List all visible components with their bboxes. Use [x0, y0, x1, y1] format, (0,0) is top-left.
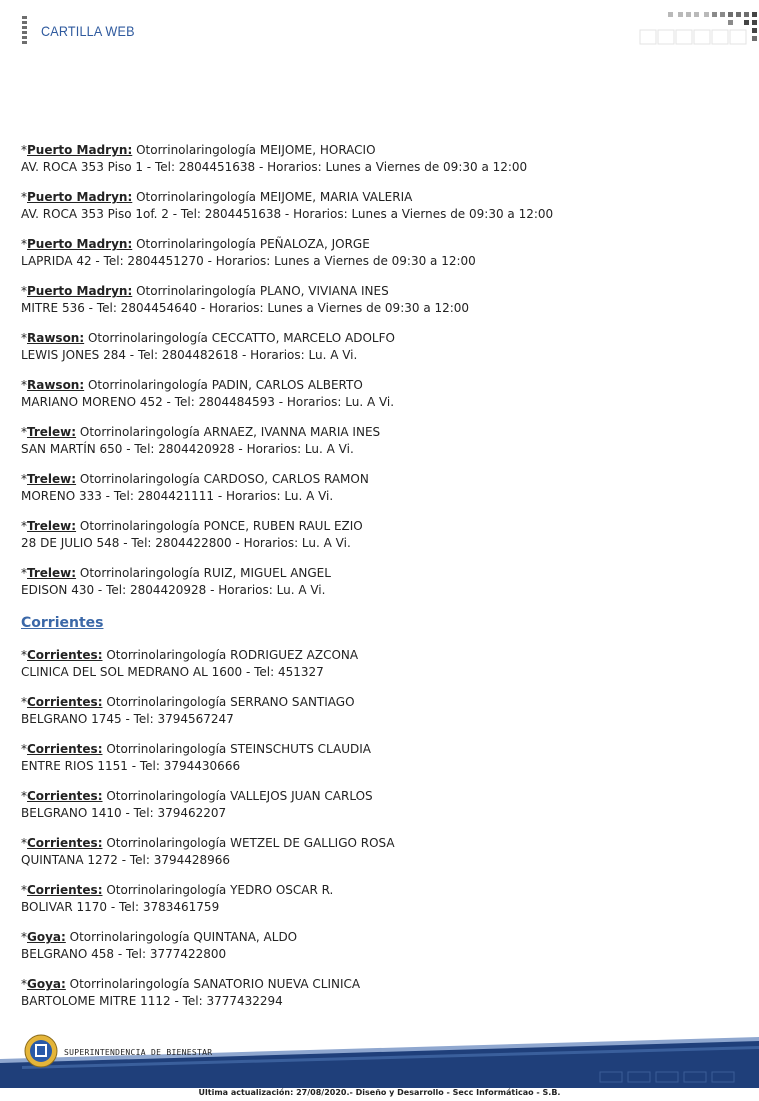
- provider-description: Otorrinolaringología MEIJOME, MARIA VALERIA: [136, 190, 413, 204]
- provider-city: Puerto Madryn:: [27, 190, 133, 204]
- bullet-asterisk: *: [21, 566, 27, 580]
- footer-update-note: Ultima actualización: 27/08/2020.- Diseño y Desarrollo - Secc Informáticao - S.B.: [198, 1088, 561, 1097]
- provider-description: Otorrinolaringología STEINSCHUTS CLAUDIA: [106, 742, 372, 756]
- provider-entry: [21, 283, 741, 317]
- provider-description: Otorrinolaringología ARNAEZ, IVANNA MARIA INES: [79, 425, 381, 439]
- provider-address: AV. ROCA 353 Piso 1of. 2 - Tel: 2804451638 - Horarios: Lunes a Viernes de 09:30 a 12:00: [21, 207, 554, 221]
- provider-entry: [21, 518, 741, 552]
- provider-list: [21, 142, 741, 1023]
- provider-city: Corrientes:: [27, 648, 103, 662]
- bullet-asterisk: *: [21, 331, 27, 345]
- provider-entry: [21, 236, 741, 270]
- provider-city: Corrientes:: [27, 742, 103, 756]
- provider-entry: [21, 788, 741, 822]
- provider-entry: [21, 929, 741, 963]
- provider-description: Otorrinolaringología PEÑALOZA, JORGE: [136, 237, 370, 251]
- provider-city: Puerto Madryn:: [27, 284, 133, 298]
- provider-city: Puerto Madryn:: [27, 237, 133, 251]
- provider-address: BELGRANO 1745 - Tel: 3794567247: [21, 712, 234, 726]
- bullet-asterisk: *: [21, 648, 27, 662]
- provider-city: Trelew:: [27, 472, 77, 486]
- bullet-asterisk: *: [21, 190, 27, 204]
- provider-entry: [21, 882, 741, 916]
- provider-entry: [21, 424, 741, 458]
- bullet-asterisk: *: [21, 883, 27, 897]
- provider-city: Goya:: [27, 977, 66, 991]
- footer-band: [0, 1032, 759, 1088]
- provider-description: Otorrinolaringología PADIN, CARLOS ALBERTO: [87, 378, 363, 392]
- provider-city: Corrientes:: [27, 695, 103, 709]
- bullet-asterisk: *: [21, 237, 27, 251]
- bullet-asterisk: *: [21, 519, 27, 533]
- provider-city: Trelew:: [27, 425, 77, 439]
- footer-org-name: SUPERINTENDENCIA DE BIENESTAR: [64, 1048, 213, 1057]
- provider-description: Otorrinolaringología CECCATTO, MARCELO ADOLFO: [87, 331, 395, 345]
- bullet-asterisk: *: [21, 284, 27, 298]
- provider-city: Goya:: [27, 930, 66, 944]
- provider-address: BOLIVAR 1170 - Tel: 3783461759: [21, 900, 220, 914]
- provider-entry: [21, 471, 741, 505]
- provider-description: Otorrinolaringología RUIZ, MIGUEL ANGEL: [79, 566, 331, 580]
- provider-entry: [21, 976, 741, 1010]
- provider-entry: [21, 835, 741, 869]
- bullet-asterisk: *: [21, 378, 27, 392]
- provider-description: Otorrinolaringología QUINTANA, ALDO: [69, 930, 298, 944]
- provider-city: Corrientes:: [27, 836, 103, 850]
- bullet-asterisk: *: [21, 143, 27, 157]
- provider-city: Trelew:: [27, 519, 77, 533]
- provider-address: MITRE 536 - Tel: 2804454640 - Horarios: Lunes a Viernes de 09:30 a 12:00: [21, 301, 470, 315]
- bullet-asterisk: *: [21, 472, 27, 486]
- bullet-asterisk: *: [21, 977, 27, 991]
- provider-entry: [21, 377, 741, 411]
- provider-address: MORENO 333 - Tel: 2804421111 - Horarios: Lu. A Vi.: [21, 489, 334, 503]
- provider-description: Otorrinolaringología SERRANO SANTIAGO: [106, 695, 355, 709]
- provider-description: Otorrinolaringología YEDRO OSCAR R.: [106, 883, 334, 897]
- provider-address: BELGRANO 458 - Tel: 3777422800: [21, 947, 227, 961]
- header-decoration-bar: [22, 16, 27, 46]
- bullet-asterisk: *: [21, 695, 27, 709]
- provider-address: SAN MARTÍN 650 - Tel: 2804420928 - Horarios: Lu. A Vi.: [21, 442, 354, 456]
- provider-address: CLINICA DEL SOL MEDRANO AL 1600 - Tel: 451327: [21, 665, 324, 679]
- provider-description: Otorrinolaringología CARDOSO, CARLOS RAMON: [79, 472, 369, 486]
- bullet-asterisk: *: [21, 930, 27, 944]
- provider-city: Corrientes:: [27, 789, 103, 803]
- bullet-asterisk: *: [21, 789, 27, 803]
- provider-description: Otorrinolaringología RODRIGUEZ AZCONA: [106, 648, 359, 662]
- provider-description: Otorrinolaringología MEIJOME, HORACIO: [136, 143, 376, 157]
- org-seal-icon: [24, 1034, 58, 1068]
- provider-address: 28 DE JULIO 548 - Tel: 2804422800 - Horarios: Lu. A Vi.: [21, 536, 351, 550]
- provider-address: BARTOLOME MITRE 1112 - Tel: 3777432294: [21, 994, 283, 1008]
- provider-description: Otorrinolaringología WETZEL DE GALLIGO ROSA: [106, 836, 395, 850]
- header-grid-decoration: [638, 10, 759, 46]
- provider-city: Rawson:: [27, 378, 85, 392]
- section-title-corrientes: Corrientes: [21, 615, 104, 631]
- provider-entry: [21, 694, 741, 728]
- provider-address: BELGRANO 1410 - Tel: 379462207: [21, 806, 227, 820]
- provider-address: EDISON 430 - Tel: 2804420928 - Horarios: Lu. A Vi.: [21, 583, 326, 597]
- provider-address: AV. ROCA 353 Piso 1 - Tel: 2804451638 - Horarios: Lunes a Viernes de 09:30 a 12:00: [21, 160, 528, 174]
- provider-address: LEWIS JONES 284 - Tel: 2804482618 - Horarios: Lu. A Vi.: [21, 348, 358, 362]
- provider-address: QUINTANA 1272 - Tel: 3794428966: [21, 853, 231, 867]
- provider-entry: [21, 330, 741, 364]
- provider-address: ENTRE RIOS 1151 - Tel: 3794430666: [21, 759, 241, 773]
- bullet-asterisk: *: [21, 836, 27, 850]
- provider-address: MARIANO MORENO 452 - Tel: 2804484593 - Horarios: Lu. A Vi.: [21, 395, 395, 409]
- provider-description: Otorrinolaringología PLANO, VIVIANA INES: [136, 284, 389, 298]
- provider-description: Otorrinolaringología PONCE, RUBEN RAUL EZIO: [79, 519, 363, 533]
- provider-description: Otorrinolaringología SANATORIO NUEVA CLINICA: [69, 977, 361, 991]
- bullet-asterisk: *: [21, 425, 27, 439]
- provider-city: Puerto Madryn:: [27, 143, 133, 157]
- provider-entry: [21, 565, 741, 599]
- provider-entry: [21, 189, 741, 223]
- page-title: CARTILLA WEB: [41, 23, 135, 39]
- provider-entry: [21, 647, 741, 681]
- provider-description: Otorrinolaringología VALLEJOS JUAN CARLOS: [106, 789, 373, 803]
- provider-entry: [21, 741, 741, 775]
- provider-address: LAPRIDA 42 - Tel: 2804451270 - Horarios: Lunes a Viernes de 09:30 a 12:00: [21, 254, 476, 268]
- provider-city: Rawson:: [27, 331, 85, 345]
- bullet-asterisk: *: [21, 742, 27, 756]
- provider-entry: [21, 142, 741, 176]
- provider-city: Trelew:: [27, 566, 77, 580]
- provider-city: Corrientes:: [27, 883, 103, 897]
